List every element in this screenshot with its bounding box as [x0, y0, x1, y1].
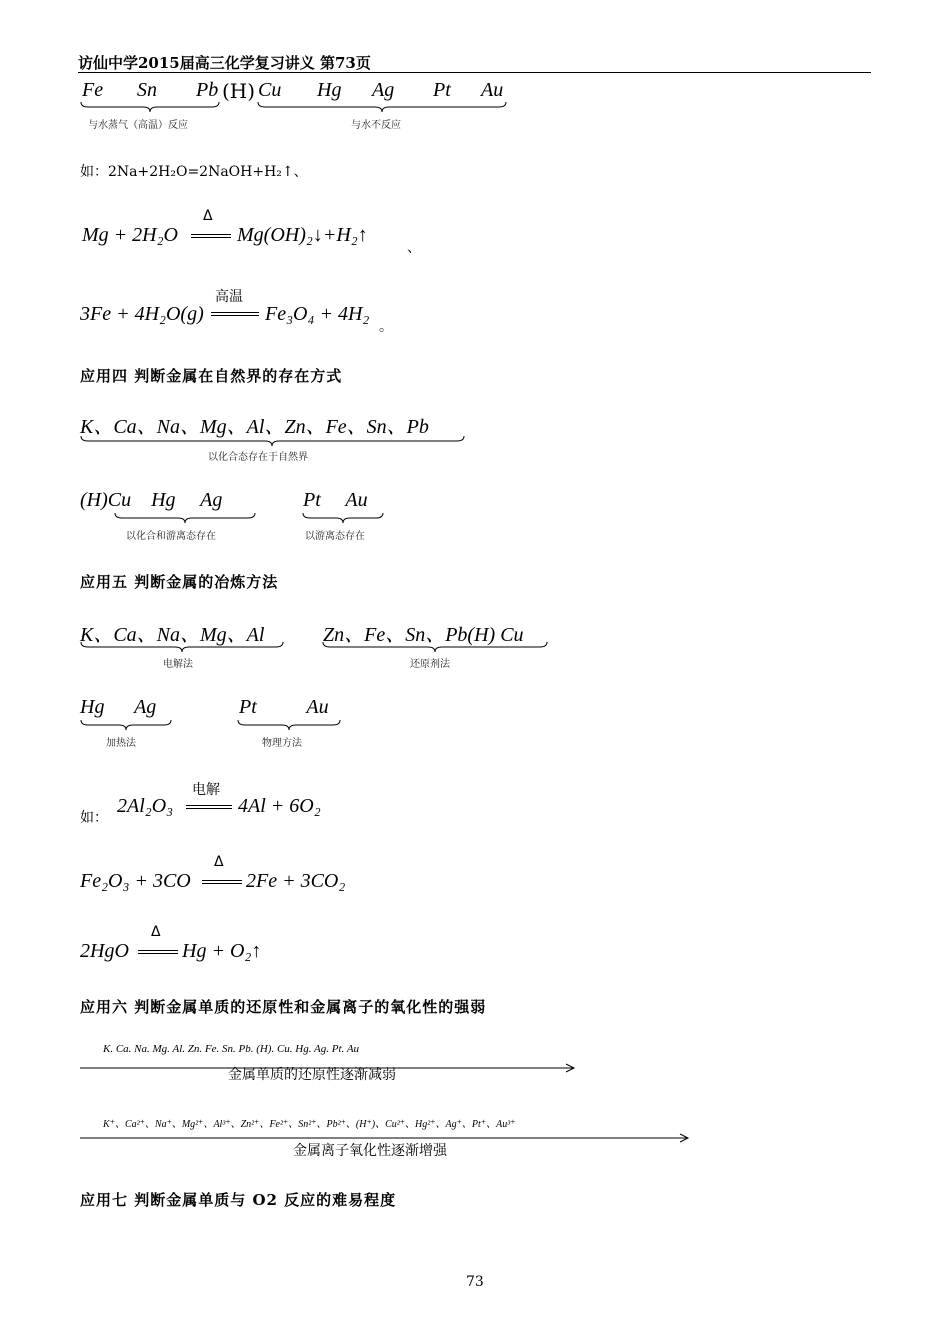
example2-prefix: 如：: [80, 810, 108, 826]
metal-fe: Fe: [82, 79, 104, 101]
app5-reduction-metals: Zn、Fe、Sn、Pb(H) Cu: [323, 624, 524, 646]
eq2-tail: 。: [379, 319, 393, 335]
heading-application-7: 应用七 判断金属单质与 O2 反应的难易程度: [80, 1191, 397, 1209]
app4-row2-right: Pt Au: [303, 489, 368, 511]
brace-right-1: [257, 101, 507, 113]
app4-caption-compound: 以化合态存在于自然界: [208, 452, 308, 463]
caption-steam: 与水蒸气（高温）反应: [88, 120, 188, 131]
app5-brace-a: [80, 641, 284, 653]
app4-brace-1: [80, 435, 465, 447]
app5-heating-metals: Hg Ag: [80, 696, 157, 718]
eq2-left: 3Fe + 4H₂O(g): [80, 303, 204, 325]
heading-application-6: 应用六 判断金属单质的还原性和金属离子的氧化性的强弱: [80, 998, 487, 1016]
eq1-right: Mg(OH)₂↓+H₂↑: [237, 224, 368, 246]
hydrogen-label: (H): [222, 79, 256, 103]
app5-caption-reduction: 还原剂法: [410, 659, 450, 670]
app5-brace-d: [237, 719, 341, 731]
app4-caption-mixed: 以化合和游离态存在: [126, 531, 216, 542]
metal-au: Au: [481, 79, 504, 101]
app5-physical-metals: Pt Au: [239, 696, 329, 718]
eq-al-double-bar: [186, 805, 232, 809]
app6-oxidizing-caption: 金属离子氧化性逐渐增强: [293, 1143, 447, 1159]
page-header: 访仙中学2015届高三化学复习讲义 第73页: [78, 54, 371, 72]
app5-brace-c: [80, 719, 172, 731]
metal-sn: Sn: [137, 79, 157, 101]
heading-application-4: 应用四 判断金属在自然界的存在方式: [80, 367, 343, 385]
eq1-condition: Δ: [203, 208, 213, 224]
metal-ag: Ag: [372, 79, 395, 101]
metal-pb: Pb: [196, 79, 219, 101]
example-na-water: 如：2Na+2H₂O=2NaOH+H₂↑、: [80, 164, 308, 180]
eq1-double-bar: [191, 234, 231, 238]
eq-al-left: 2Al₂O₃: [117, 795, 174, 817]
metal-pt: Pt: [433, 79, 451, 101]
heading-application-5: 应用五 判断金属的冶炼方法: [80, 573, 279, 591]
eq-al-condition: 电解: [192, 782, 220, 798]
app4-row2-left: (H)Cu Hg Ag: [80, 489, 223, 511]
app5-brace-b: [322, 641, 548, 653]
eq4-right: Hg + O₂↑: [182, 940, 262, 962]
eq4-left: 2HgO: [80, 940, 129, 962]
app4-metals-row: K、Ca、Na、Mg、Al、Zn、Fe、Sn、Pb: [80, 416, 429, 438]
eq3-right: 2Fe + 3CO₂: [246, 870, 346, 892]
metal-hg: Hg: [317, 79, 342, 101]
header-rule: [78, 72, 871, 73]
caption-no-water: 与水不反应: [351, 120, 401, 131]
eq1-tail: 、: [407, 240, 421, 256]
eq1-left: Mg + 2H₂O: [82, 224, 178, 246]
app6-reducibility-caption: 金属单质的还原性逐渐减弱: [228, 1067, 396, 1083]
app5-caption-physical: 物理方法: [262, 738, 302, 749]
eq-al-right: 4Al + 6O₂: [238, 795, 321, 817]
app5-electrolysis-metals: K、Ca、Na、Mg、Al: [80, 624, 265, 646]
metal-cu: Cu: [258, 79, 282, 101]
app6-ions-series: K⁺、Ca²⁺、Na⁺、Mg²⁺、Al³⁺、Zn²⁺、Fe²⁺、Sn²⁺、Pb²⁺、(H⁺)、Cu²⁺、Hg²⁺、Ag⁺、Pt⁺、Au³⁺: [103, 1119, 516, 1130]
eq2-right: Fe₃O₄ + 4H₂: [265, 303, 370, 325]
eq4-double-bar: [138, 950, 178, 954]
app4-brace-2: [114, 512, 256, 524]
app5-caption-electrolysis: 电解法: [163, 659, 193, 670]
eq2-double-bar: [211, 312, 259, 316]
eq3-condition: Δ: [214, 854, 224, 870]
app5-caption-heating: 加热法: [106, 738, 136, 749]
page-number: 73: [466, 1274, 484, 1290]
app6-metals-series: K. Ca. Na. Mg. Al. Zn. Fe. Sn. Pb. (H). Cu. Hg. Ag. Pt. Au: [103, 1043, 360, 1055]
eq2-condition: 高温: [215, 289, 243, 305]
app4-caption-free: 以游离态存在: [305, 531, 365, 542]
app4-brace-3: [302, 512, 384, 524]
eq4-condition: Δ: [151, 924, 161, 940]
brace-left-1: [80, 101, 220, 113]
eq3-double-bar: [202, 880, 242, 884]
eq3-left: Fe₂O₃ + 3CO: [80, 870, 191, 892]
